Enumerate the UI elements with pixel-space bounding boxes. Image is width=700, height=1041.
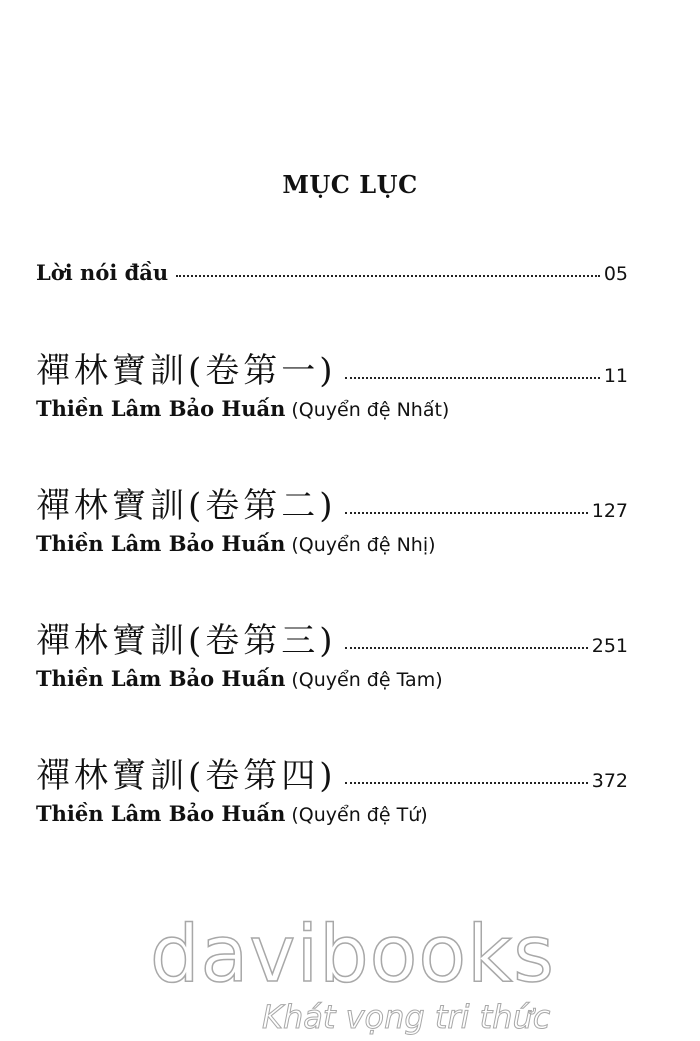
- toc-entry-vi-title: Thiền Lâm Bảo Huấn: [36, 801, 286, 826]
- toc-entry-volume-3[interactable]: [36, 613, 628, 662]
- toc-entry-cjk-title: 禪林寶訓(卷第三): [36, 621, 337, 661]
- toc-page-number: 372: [591, 770, 628, 792]
- toc-entry-volume: (Quyển đệ Nhất): [291, 399, 450, 421]
- toc-entry-intro[interactable]: [36, 260, 628, 285]
- toc-entry-volume: (Quyển đệ Tam): [291, 669, 443, 691]
- dot-leader: [345, 377, 600, 379]
- watermark-logo: davibooks: [150, 910, 555, 1000]
- toc-entry-volume-4[interactable]: [36, 748, 628, 797]
- dot-leader: [176, 275, 600, 277]
- toc-page-number: 127: [591, 500, 628, 522]
- toc-entry-subtitle: [36, 396, 449, 421]
- toc-entry-vi-title: Thiền Lâm Bảo Huấn: [36, 396, 286, 421]
- dot-leader: [345, 647, 588, 649]
- toc-entry-vi-title: Thiền Lâm Bảo Huấn: [36, 666, 286, 691]
- watermark-slogan: Khát vọng tri thức: [262, 998, 551, 1036]
- toc-entry-cjk-title: 禪林寶訓(卷第二): [36, 486, 337, 526]
- toc-page-number: 05: [603, 263, 628, 285]
- toc-entry-subtitle: [36, 531, 436, 556]
- toc-page-number: 251: [591, 635, 628, 657]
- toc-entry-subtitle: [36, 666, 443, 691]
- toc-entry-volume: (Quyển đệ Nhị): [291, 534, 436, 556]
- dot-leader: [345, 782, 588, 784]
- toc-entry-subtitle: [36, 801, 428, 826]
- toc-entry-volume-2[interactable]: [36, 478, 628, 527]
- page-title: MỤC LỤC: [282, 170, 418, 199]
- toc-entry-volume-1[interactable]: [36, 343, 628, 392]
- toc-entry-cjk-title: 禪林寶訓(卷第一): [36, 351, 337, 391]
- dot-leader: [345, 512, 588, 514]
- toc-entry-volume: (Quyển đệ Tứ): [291, 804, 428, 826]
- toc-entry-vi-title: Thiền Lâm Bảo Huấn: [36, 531, 286, 556]
- toc-page-number: 11: [603, 365, 628, 387]
- toc-entry-label: Lời nói đầu: [36, 260, 169, 285]
- toc-entry-cjk-title: 禪林寶訓(卷第四): [36, 756, 337, 796]
